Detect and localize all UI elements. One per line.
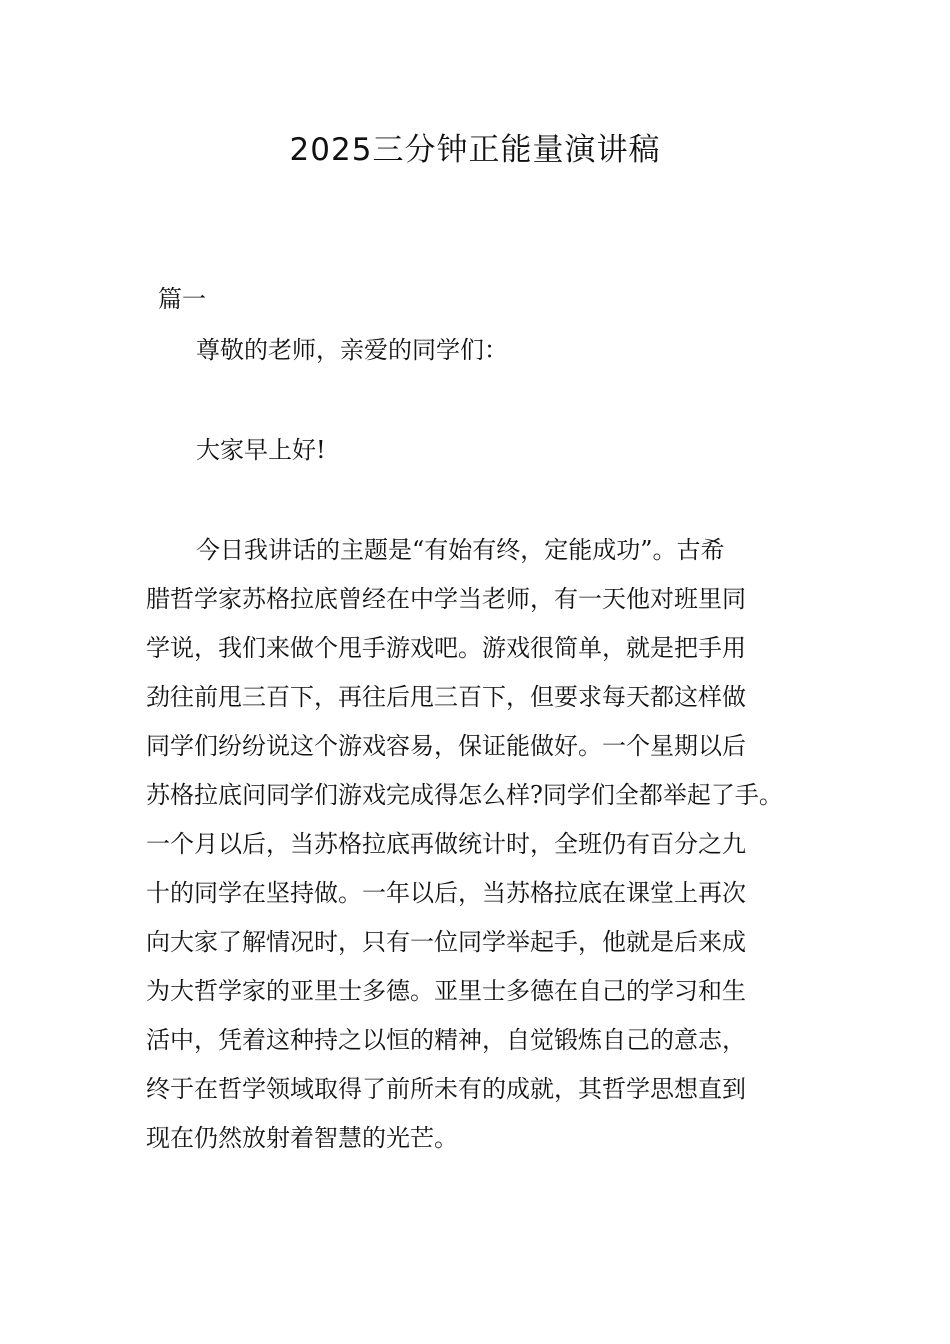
paragraph-line: 终于在哲学领域取得了前所未有的成就，其哲学思想直到 [146, 1075, 746, 1103]
paragraph-line: 现在仍然放射着智慧的光芒。 [146, 1124, 458, 1152]
paragraph-line: 腊哲学家苏格拉底曾经在中学当老师，有一天他对班里同 [146, 585, 746, 613]
document-title: 2025三分钟正能量演讲稿 [289, 132, 661, 168]
paragraph-line: 为大哲学家的亚里士多德。亚里士多德在自己的学习和生 [146, 977, 746, 1005]
paragraph-line: 十的同学在坚持做。一年以后，当苏格拉底在课堂上再次 [146, 879, 746, 907]
paragraph-line: 向大家了解情况时，只有一位同学举起手，他就是后来成 [146, 928, 746, 956]
greeting-line: 大家早上好! [196, 436, 326, 464]
paragraph-line: 劲往前甩三百下，再往后甩三百下，但要求每天都这样做 [146, 683, 746, 711]
paragraph-line: 活中，凭着这种持之以恒的精神，自觉锻炼自己的意志， [146, 1026, 746, 1054]
section-label: 篇一 [158, 285, 206, 313]
paragraph-line: 一个月以后，当苏格拉底再做统计时，全班仍有百分之九 [146, 830, 746, 858]
speech-paragraph [146, 533, 846, 1170]
paragraph-line: 学说，我们来做个甩手游戏吧。游戏很简单，就是把手用 [146, 634, 746, 662]
paragraph-line: 苏格拉底问同学们游戏完成得怎么样?同学们全都举起了手。 [146, 781, 783, 809]
salutation-line: 尊敬的老师，亲爱的同学们： [196, 336, 508, 364]
paragraph-line: 同学们纷纷说这个游戏容易，保证能做好。一个星期以后 [146, 732, 746, 760]
paragraph-line: 今日我讲话的主题是“有始有终，定能成功”。古希 [196, 536, 725, 564]
